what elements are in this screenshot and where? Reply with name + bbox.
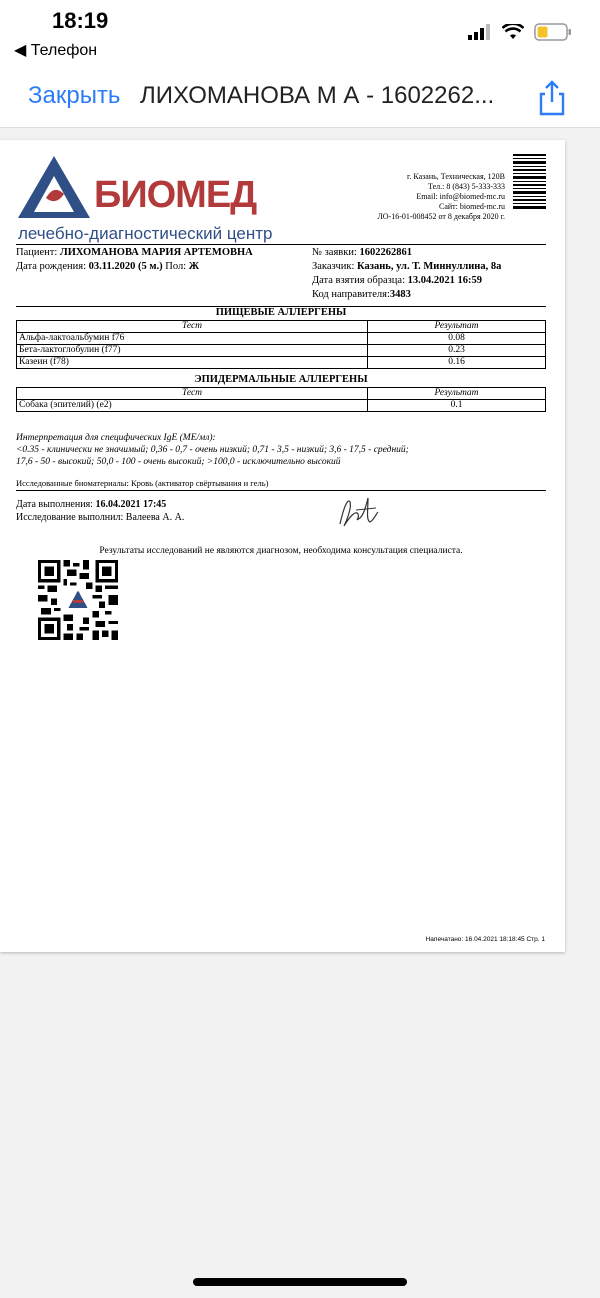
home-indicator[interactable] [193,1278,407,1286]
document-title: ЛИХОМАНОВА М А - 1602262... [140,82,495,109]
wifi-icon [502,24,524,40]
test-result: 0.1 [368,400,546,412]
col-test: Тест [17,388,368,400]
patient-name: ЛИХОМАНОВА МАРИЯ АРТЕМОВНА [59,247,253,258]
clinic-address: г. Казань, Техническая, 120В [406,172,505,181]
report-page [0,140,565,952]
share-icon[interactable] [532,78,572,118]
table-header [17,321,546,333]
system-icons [468,22,572,42]
logo-emblem-icon [16,154,92,222]
patient-dob-row [16,260,199,274]
col-result: Результат [368,321,546,333]
clinic-logo [16,154,296,244]
customer-value: Казань, ул. Т. Миннуллина, 8а [357,261,502,272]
barcode-icon [513,154,546,210]
table-header [17,388,546,400]
interpretation-line: <0.35 - клинически не значимый; 0,36 - 0,7 - очень низкий; 0,71 - 3,5 - низкий; 3,6 - 17,5 - средний; [16,445,409,455]
patient-name-label: Пациент: [16,247,58,258]
food-allergens-title: ПИЩЕВЫЕ АЛЛЕРГЕНЫ [215,307,347,318]
referrer-label: Код направителя: [312,289,390,300]
table-row [17,357,546,369]
sample-date-row [312,274,482,288]
qr-code-icon [38,560,118,640]
executor-label: Исследование выполнил: [16,512,124,523]
epidermal-allergens-title: ЭПИДЕРМАЛЬНЫЕ АЛЛЕРГЕНЫ [194,374,368,385]
battery-icon [534,23,572,41]
interpretation-heading: Интерпретация для специфических IgE (МЕ/мл): [16,433,216,443]
food-allergens-table [16,320,546,369]
clinic-phone: Тел.: 8 (843) 5-333-333 [427,182,505,191]
table-row [17,345,546,357]
test-name: Собака (эпителий) (e2) [17,400,368,412]
dob-value: 03.11.2020 (5 м.) [88,261,163,272]
divider [16,490,546,491]
dob-label: Дата рождения: [16,261,87,272]
referrer-code: 3483 [389,289,411,300]
clinic-contacts [377,172,505,222]
interpretation-line: 17,6 - 50 - высокий; 50,0 - 100 - очень высокий; >100,0 - исключительно высокий [16,457,341,467]
col-test: Тест [17,321,368,333]
sex-value: Ж [188,261,200,272]
table-row [17,333,546,345]
navigation-bar [0,64,600,128]
document-viewer[interactable] [0,128,600,1298]
sex-label: Пол: [165,261,187,272]
referrer-row [312,288,411,302]
signal-icon [468,24,492,40]
order-number: 1602262861 [359,247,413,258]
clinic-license: ЛО-16-01-008452 от 8 декабря 2020 г. [377,212,505,221]
disclaimer: Результаты исследований не являются диагнозом, необходима консультация специалиста. [99,546,463,556]
execution-date-label: Дата выполнения: [16,499,93,510]
table-row [17,400,546,412]
epidermal-allergens-table [16,387,546,412]
test-result: 0.16 [368,357,546,369]
close-button[interactable]: Закрыть [28,82,121,109]
execution-date: 16.04.2021 17:45 [95,499,167,510]
order-row [312,246,412,260]
executor-row [16,511,184,524]
test-name: Альфа-лактоальбумин f76 [17,333,368,345]
test-name: Бета-лактоглобулин (f77) [17,345,368,357]
status-bar [0,0,600,64]
clinic-site: Сайт: biomed-mc.ru [439,202,505,211]
executor-name: Валеева А. А. [125,512,185,523]
execution-date-row [16,498,166,511]
customer-row [312,260,501,274]
test-result: 0.23 [368,345,546,357]
interpretation-note [16,432,409,468]
test-result: 0.08 [368,333,546,345]
back-to-app-link[interactable]: ◀ Телефон [14,42,98,59]
clinic-name: БИОМЕД [94,174,257,216]
sample-date-label: Дата взятия образца: [312,275,405,286]
clinic-email: Email: info@biomed-mc.ru [416,192,505,201]
printed-footer: Напечатано: 16.04.2021 18:18:45 Стр. 1 [425,936,545,943]
signature-icon [336,492,382,530]
clinic-subtitle: лечебно-диагностический центр [18,224,273,243]
test-name: Казеин (f78) [17,357,368,369]
patient-name-row [16,246,253,260]
order-label: № заявки: [312,247,357,258]
customer-label: Заказчик: [312,261,355,272]
biomaterial-note: Исследованные биоматериалы: Кровь (активатор свёртывания и гель) [16,478,269,488]
col-result: Результат [368,388,546,400]
clock: 18:19 [52,8,109,33]
divider [16,244,546,245]
sample-date-value: 13.04.2021 16:59 [407,275,482,286]
